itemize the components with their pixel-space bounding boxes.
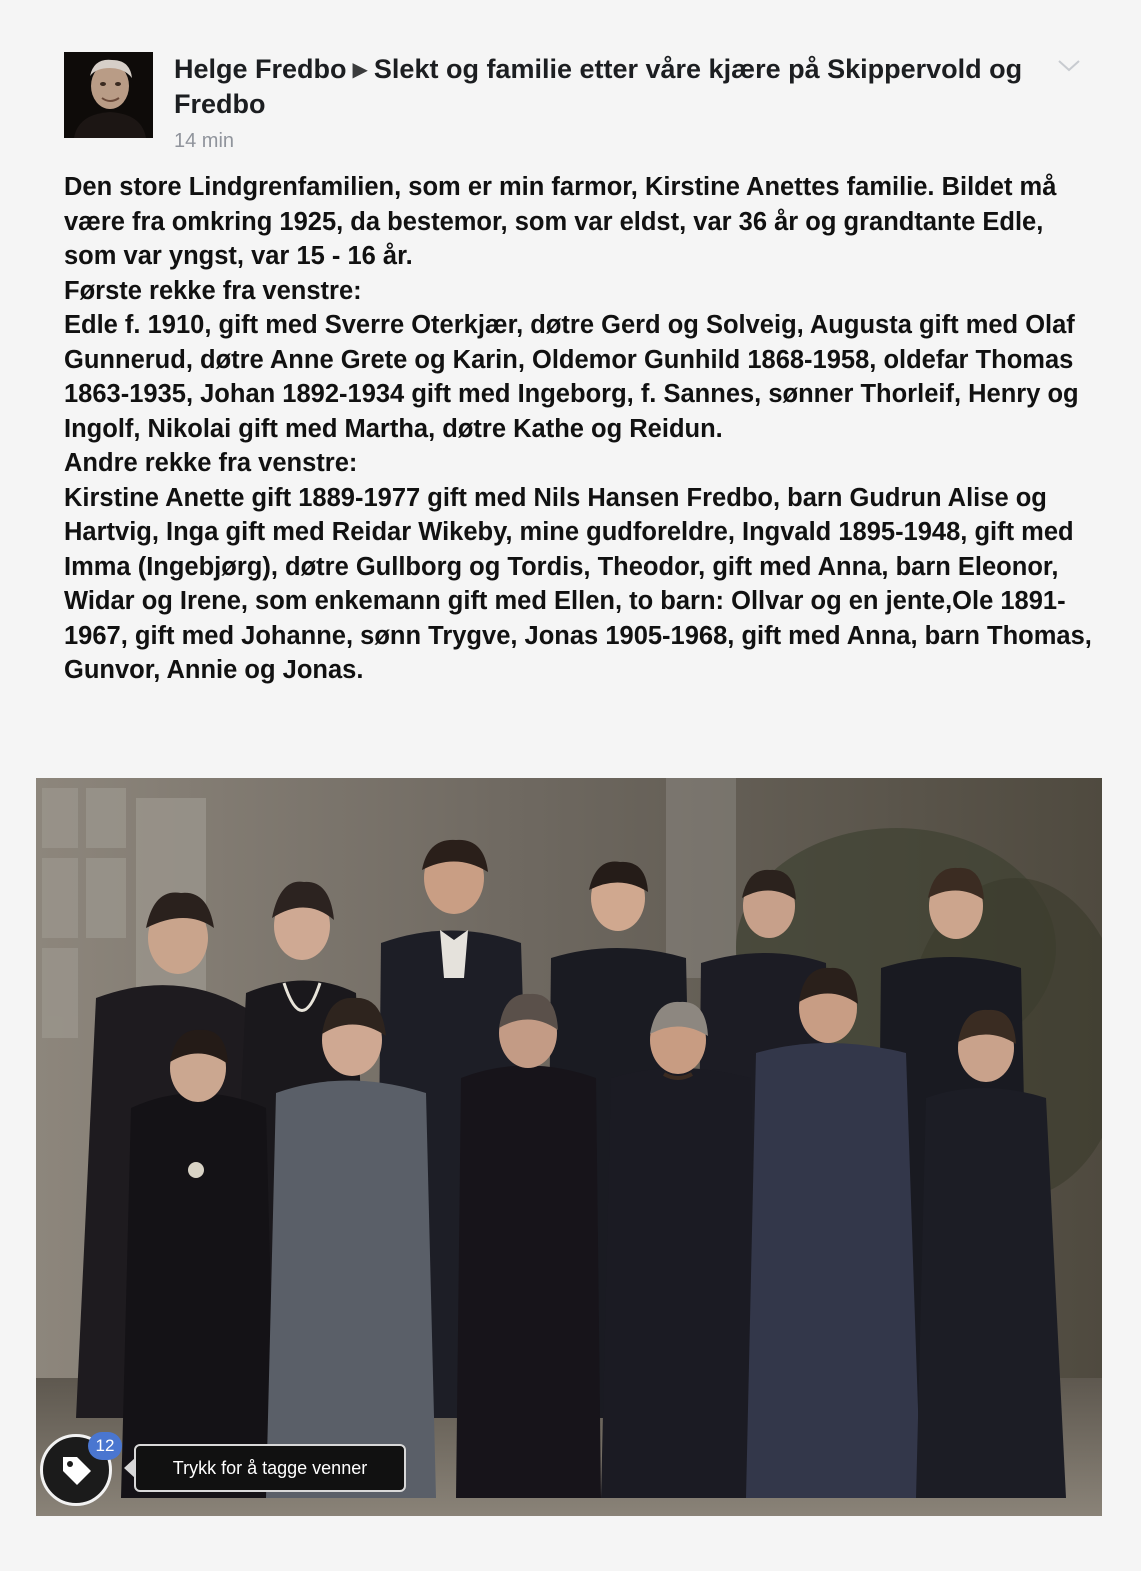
post-paragraph-row1-heading: Første rekke fra venstre: bbox=[64, 276, 362, 305]
tag-count-badge: 12 bbox=[88, 1432, 122, 1460]
group-name[interactable]: Slekt og familie etter våre kjære på Skippervold og Fredbo bbox=[174, 54, 1023, 119]
post-photo[interactable] bbox=[36, 778, 1102, 1516]
post-paragraph-intro: Den store Lindgrenfamilien, som er min farmor, Kirstine Anettes familie. Bildet må være fra omkring 1925, da bestemor, som var eldst, var 36 år og grandtante Edle, som var yngst, var 15 - 16 år. bbox=[64, 173, 1057, 270]
share-arrow-icon: ▶ bbox=[352, 59, 368, 81]
author-avatar[interactable] bbox=[64, 52, 153, 138]
profile-photo bbox=[64, 52, 153, 138]
post-body bbox=[64, 170, 1094, 688]
post-paragraph-row2-names: Kirstine Anette gift 1889-1977 gift med Nils Hansen Fredbo, barn Gudrun Alise og Hartvig, Inga gift med Reidar Wikeby, mine gudforeldre, Ingvald 1895-1948, gift med Imma (Ingebjørg), døtre Gullborg og Tordis, Theodor, gift med Anna, barn Eleonor, Widar og Irene, som enkemann gift med Ellen, to barn: Ollvar og en jente,Ole 1891-1967, gift med Johanne, sønn Trygve, Jonas 1905-1968, gift med Anna, barn Thomas, Gunvor, Annie og Jonas. bbox=[64, 483, 1092, 684]
tag-friends-tooltip[interactable]: Trykk for å tagge venner bbox=[134, 1444, 406, 1492]
chevron-down-icon[interactable] bbox=[1056, 56, 1082, 76]
post-timestamp[interactable]: 14 min bbox=[174, 130, 235, 152]
family-group-photo bbox=[36, 778, 1102, 1516]
post-paragraph-row1-names: Edle f. 1910, gift med Sverre Oterkjær, døtre Gerd og Solveig, Augusta gift med Olaf Gunnerud, døtre Anne Grete og Karin, Oldemor Gunhild 1868-1958, oldefar Thomas 1863-1935, Johan 1892-1934 gift med Ingeborg, f. Sannes, sønner Thorleif, Henry og Ingolf, Nikolai gift med Martha, døtre Kathe og Reidun. bbox=[64, 311, 1079, 443]
post-header bbox=[64, 52, 1094, 162]
author-name[interactable]: Helge Fredbo bbox=[174, 54, 347, 84]
tag-icon bbox=[57, 1451, 97, 1491]
post-title-line bbox=[174, 52, 1034, 121]
post-paragraph-row2-heading: Andre rekke fra venstre: bbox=[64, 449, 358, 477]
